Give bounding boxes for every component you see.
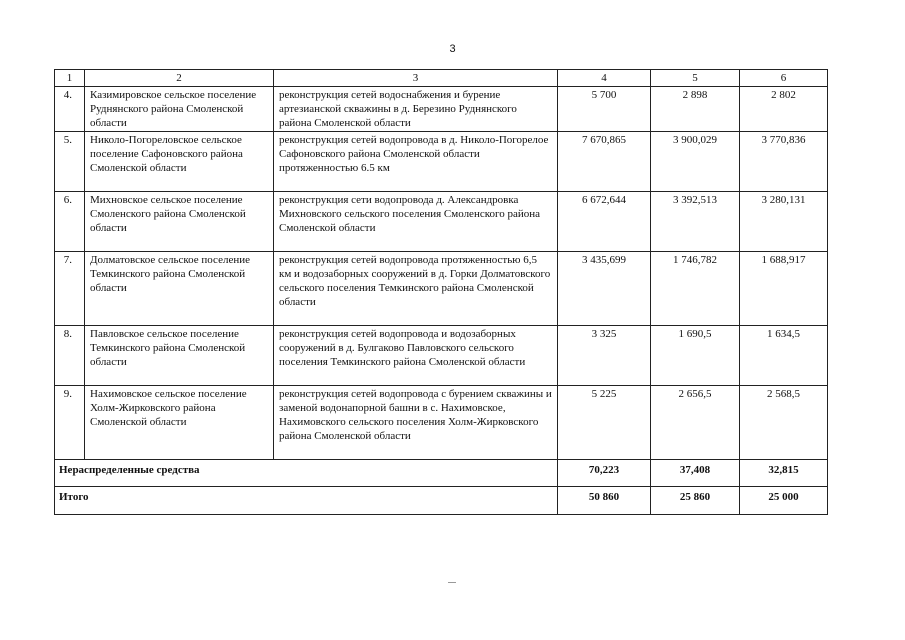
description-cell: реконструкция сети водопровода д. Александровка Михновского сельского поселения Смоленского района Смоленской области	[274, 192, 558, 252]
row-number: 6.	[55, 192, 85, 252]
value-cell: 3 280,131	[740, 192, 828, 252]
table-row	[55, 87, 828, 132]
description-cell: реконструкция сетей водопровода и водозаборных сооружений в д. Булгаково Павловского сельского поселения Темкинского района Смоленской области	[274, 326, 558, 386]
row-number: 8.	[55, 326, 85, 386]
total-label: Итого	[55, 487, 558, 515]
table-row	[55, 326, 828, 386]
settlement-cell: Николо-Погореловское сельское поселение Сафоновского района Смоленской области	[85, 132, 274, 192]
unallocated-label: Нераспределенные средства	[55, 460, 558, 487]
value-cell: 70,223	[558, 460, 651, 487]
row-number: 9.	[55, 386, 85, 460]
table-row	[55, 132, 828, 192]
description-cell: реконструкция сетей водопровода в д. Николо-Погорелое Сафоновского района Смоленской области протяженностью 6.5 км	[274, 132, 558, 192]
table-row	[55, 192, 828, 252]
total-row	[55, 487, 828, 515]
header-cell: 3	[274, 70, 558, 87]
settlement-cell: Нахимовское сельское поселение Холм-Жирковского района Смоленской области	[85, 386, 274, 460]
value-cell: 7 670,865	[558, 132, 651, 192]
row-number: 5.	[55, 132, 85, 192]
value-cell: 32,815	[740, 460, 828, 487]
description-cell: реконструкция сетей водопровода с бурением скважины и заменой водонапорной башни в с. Нахимовское, Нахимовского сельского поселения Холм-Жирковского района Смоленской области	[274, 386, 558, 460]
value-cell: 50 860	[558, 487, 651, 515]
settlement-cell: Павловское сельское поселение Темкинского района Смоленской области	[85, 326, 274, 386]
table-row	[55, 386, 828, 460]
description-cell: реконструкция сетей водоснабжения и бурение артезианской скважины в д. Березино Руднянского района Смоленской области	[274, 87, 558, 132]
value-cell: 5 700	[558, 87, 651, 132]
funding-table	[54, 69, 828, 515]
value-cell: 1 746,782	[651, 252, 740, 326]
description-cell: реконструкция сетей водопровода протяженностью 6,5 км и водозаборных сооружений в д. Горки Долматовского сельского поселения Темкинского района Смоленской области	[274, 252, 558, 326]
value-cell: 6 672,644	[558, 192, 651, 252]
value-cell: 25 860	[651, 487, 740, 515]
unallocated-row	[55, 460, 828, 487]
value-cell: 3 325	[558, 326, 651, 386]
header-cell: 2	[85, 70, 274, 87]
value-cell: 3 770,836	[740, 132, 828, 192]
header-cell: 6	[740, 70, 828, 87]
value-cell: 2 568,5	[740, 386, 828, 460]
header-cell: 1	[55, 70, 85, 87]
row-number: 7.	[55, 252, 85, 326]
value-cell: 3 900,029	[651, 132, 740, 192]
value-cell: 1 690,5	[651, 326, 740, 386]
page-number: 3	[449, 43, 456, 55]
value-cell: 2 802	[740, 87, 828, 132]
settlement-cell: Казимировское сельское поселение Руднянского района Смоленской области	[85, 87, 274, 132]
value-cell: 3 392,513	[651, 192, 740, 252]
value-cell: 25 000	[740, 487, 828, 515]
value-cell: 1 688,917	[740, 252, 828, 326]
header-cell: 4	[558, 70, 651, 87]
settlement-cell: Долматовское сельское поселение Темкинского района Смоленской области	[85, 252, 274, 326]
table-row	[55, 252, 828, 326]
header-cell: 5	[651, 70, 740, 87]
table-header-row	[55, 70, 828, 87]
value-cell: 3 435,699	[558, 252, 651, 326]
scan-mark	[448, 582, 456, 583]
value-cell: 37,408	[651, 460, 740, 487]
row-number: 4.	[55, 87, 85, 132]
value-cell: 2 656,5	[651, 386, 740, 460]
value-cell: 1 634,5	[740, 326, 828, 386]
value-cell: 2 898	[651, 87, 740, 132]
settlement-cell: Михновское сельское поселение Смоленского района Смоленской области	[85, 192, 274, 252]
value-cell: 5 225	[558, 386, 651, 460]
